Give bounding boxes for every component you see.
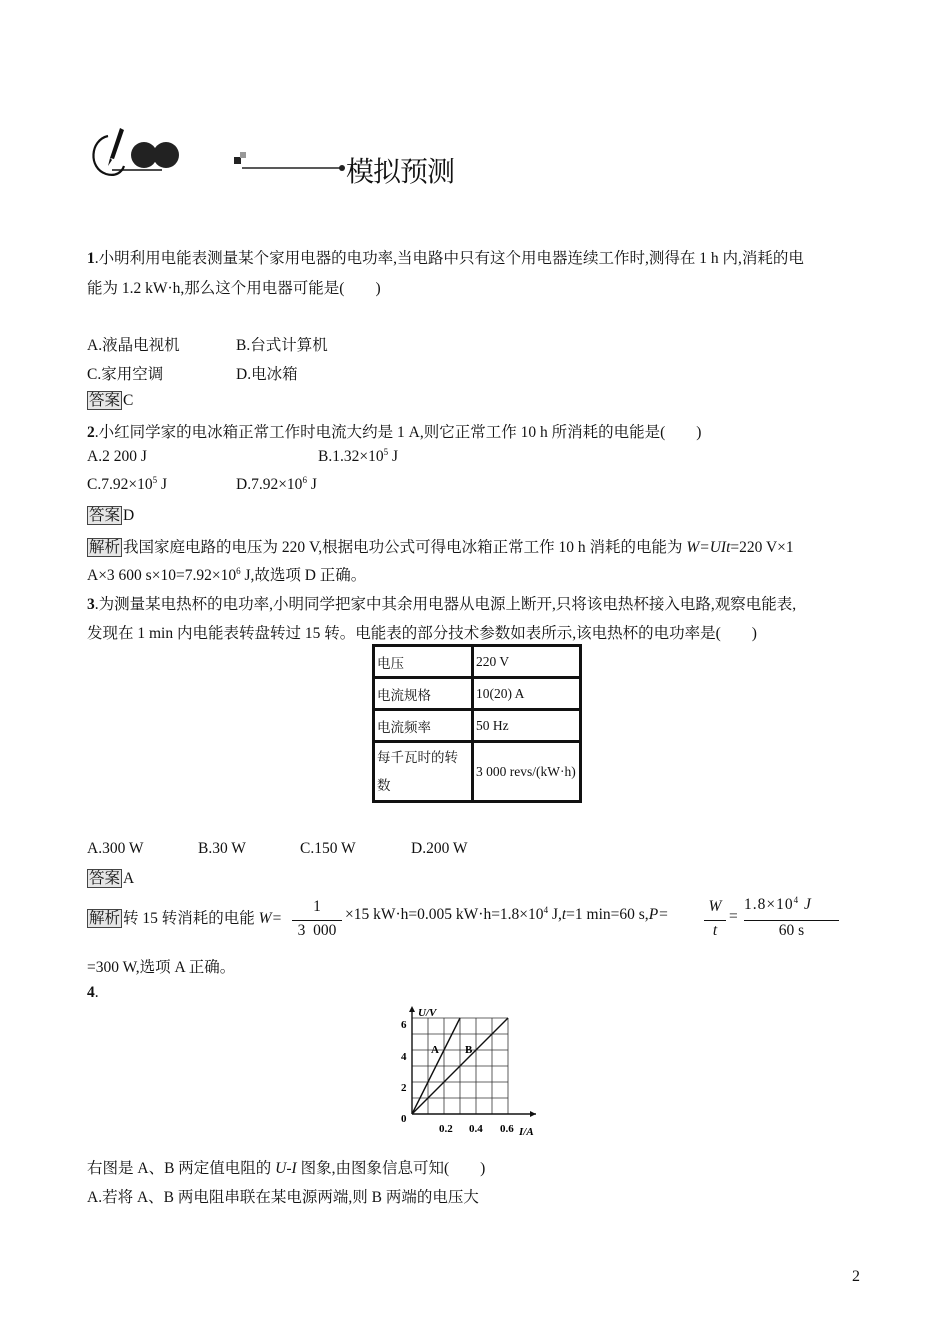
- unit: J: [157, 476, 168, 493]
- analysis-text: J,故选项 D 正确。: [240, 567, 367, 584]
- q2-option-b: [318, 448, 398, 466]
- table-cell: 电流频率: [374, 710, 473, 742]
- unit: J: [388, 448, 399, 465]
- frac2-denominator: t: [712, 922, 718, 939]
- answer-tag: 答案: [89, 507, 121, 524]
- series-label-b: B: [465, 1044, 473, 1056]
- analysis-tag: 解析: [89, 539, 121, 556]
- formula: t: [561, 906, 567, 923]
- q4-number: 4: [87, 984, 95, 1001]
- q4-option-a: A.若将 A、B 两电阻串联在某电源两端,则 B 两端的电压大: [87, 1189, 479, 1206]
- q2-text: .小红同学家的电冰箱正常工作时电流大约是 1 A,则它正常工作 10 h 所消耗的电能是( ): [94, 424, 702, 441]
- analysis-text: A×3 600 s×10=7.92×10: [87, 567, 237, 584]
- numerator-text: 1.8×10: [744, 896, 794, 913]
- fraction-bar: [744, 920, 839, 921]
- q3-stem-line1: [87, 592, 796, 614]
- q3-analysis-line1: [87, 906, 282, 928]
- answer-tag: 答案: [89, 870, 121, 887]
- frac2-numerator: W: [708, 898, 722, 915]
- q3-option-b: B.30 W: [198, 840, 246, 857]
- formula: W=: [258, 910, 283, 927]
- analysis-text: =1 min=60 s,: [566, 906, 649, 923]
- table-row: [374, 742, 581, 802]
- unit: J: [306, 476, 317, 493]
- answer-value: C: [123, 392, 134, 409]
- brush-logo-icon: [84, 124, 354, 186]
- q1-stem-line2: 能为 1.2 kW·h,那么这个用电器可能是( ): [87, 280, 381, 297]
- exponent: 6: [236, 566, 241, 576]
- series-label-a: A: [431, 1044, 439, 1056]
- answer-tag: 答案: [89, 392, 121, 409]
- q3-option-a: A.300 W: [87, 840, 144, 857]
- table-row: [374, 710, 581, 742]
- y-tick-label: 6: [401, 1019, 407, 1031]
- x-tick-label: 0.4: [469, 1123, 483, 1135]
- table-cell: 每千瓦时的转数: [374, 742, 473, 802]
- frac3-numerator: [744, 896, 812, 914]
- y-tick-label: 4: [401, 1051, 407, 1063]
- table-row: [374, 678, 581, 710]
- frac1-numerator: 1: [313, 898, 321, 915]
- q3-analysis-line2: =300 W,选项 A 正确。: [87, 959, 236, 976]
- equals-sign: =: [729, 908, 738, 925]
- analysis-text: J,: [548, 906, 562, 923]
- exponent: 4: [793, 895, 800, 905]
- q1-option-d: D.电冰箱: [236, 366, 298, 383]
- q2-stem: [87, 420, 701, 442]
- q3-number: 3: [87, 596, 95, 613]
- q3-text: .为测量某电热杯的电功率,小明同学把家中其余用电器从电源上断开,只将该电热杯接入电路,观察电能表,: [94, 596, 797, 613]
- meter-params-table: [372, 644, 582, 803]
- q2-option-d-text: D.7.92×10: [236, 476, 303, 493]
- q3-option-d: D.200 W: [411, 840, 468, 857]
- q3-stem-line2: 发现在 1 min 内电能表转盘转过 15 转。电能表的部分技术参数如表所示,该电热杯的电功率是( ): [87, 625, 757, 642]
- q2-answer: [87, 506, 134, 525]
- q2-number: 2: [87, 424, 95, 441]
- table-row: [374, 646, 581, 678]
- table-cell: 50 Hz: [473, 710, 581, 742]
- q4-text: 图象,由图象信息可知( ): [296, 1160, 486, 1177]
- frac3-denominator: 60 s: [778, 922, 805, 939]
- x-tick-label: 0.2: [439, 1123, 453, 1135]
- x-axis-label: I/A: [519, 1126, 534, 1138]
- q1-option-c: C.家用空调: [87, 366, 164, 383]
- unit: J: [799, 896, 812, 913]
- q2-option-a: A.2 200 J: [87, 448, 147, 465]
- page-number: 2: [852, 1268, 860, 1285]
- q1-number: 1: [87, 250, 95, 267]
- y-tick-label: 2: [401, 1082, 407, 1094]
- q4-text-line1: [87, 1156, 485, 1178]
- analysis-text: 转 15 转消耗的电能: [123, 910, 259, 927]
- answer-value: A: [123, 870, 135, 887]
- q3-option-c: C.150 W: [300, 840, 356, 857]
- q4-dot: .: [94, 984, 99, 1001]
- q1-answer: [87, 391, 133, 410]
- ui-graph: [396, 1002, 546, 1138]
- q2-option-c: [87, 476, 167, 494]
- table-cell: 10(20) A: [473, 678, 581, 710]
- analysis-tag: 解析: [89, 910, 121, 927]
- answer-value: D: [123, 507, 135, 524]
- q2-option-c-text: C.7.92×10: [87, 476, 153, 493]
- q3-analysis-mid: [345, 906, 669, 924]
- x-axis-arrow-icon: [530, 1111, 536, 1117]
- q4-stem: [87, 984, 99, 1002]
- table-cell: 电压: [374, 646, 473, 678]
- section-title: 模拟预测: [346, 155, 455, 188]
- fraction-bar: [292, 920, 342, 921]
- q4-text: 右图是 A、B 两定值电阻的: [87, 1160, 276, 1177]
- y-tick-label: 0: [401, 1113, 407, 1125]
- analysis-text: 我国家庭电路的电压为 220 V,根据电功公式可得电冰箱正常工作 10 h 消耗的电能为: [123, 539, 687, 556]
- table-cell: 220 V: [473, 646, 581, 678]
- q2-option-b-text: B.1.32×10: [318, 448, 384, 465]
- formula: U-I: [275, 1160, 297, 1177]
- exponent: 6: [302, 475, 307, 485]
- q2-analysis-line1: [87, 535, 794, 557]
- exponent: 5: [152, 475, 158, 485]
- formula: W=UIt: [686, 539, 731, 556]
- y-axis-arrow-icon: [409, 1006, 415, 1012]
- q1-option-b: B.台式计算机: [236, 337, 328, 354]
- q2-analysis-line2: [87, 563, 366, 585]
- q1-stem-line1: [87, 246, 804, 268]
- analysis-text: =220 V×1: [730, 539, 794, 556]
- exponent: 4: [543, 905, 549, 915]
- frac1-denominator: 3 000: [297, 922, 337, 939]
- q3-answer: [87, 869, 134, 888]
- exponent: 5: [383, 447, 389, 457]
- table-cell: 电流规格: [374, 678, 473, 710]
- table-cell: 3 000 revs/(kW·h): [473, 742, 581, 802]
- q1-option-a: A.液晶电视机: [87, 337, 180, 354]
- q2-option-d: [236, 476, 317, 494]
- q1-text: .小明利用电能表测量某个家用电器的电功率,当电路中只有这个用电器连续工作时,测得在 1 h 内,消耗的电: [94, 250, 804, 267]
- formula: P=: [648, 906, 669, 923]
- analysis-text: ×15 kW·h=0.005 kW·h=1.8×10: [345, 906, 544, 923]
- x-tick-label: 0.6: [500, 1123, 514, 1135]
- y-axis-label: U/V: [418, 1007, 437, 1019]
- fraction-bar: [704, 920, 726, 921]
